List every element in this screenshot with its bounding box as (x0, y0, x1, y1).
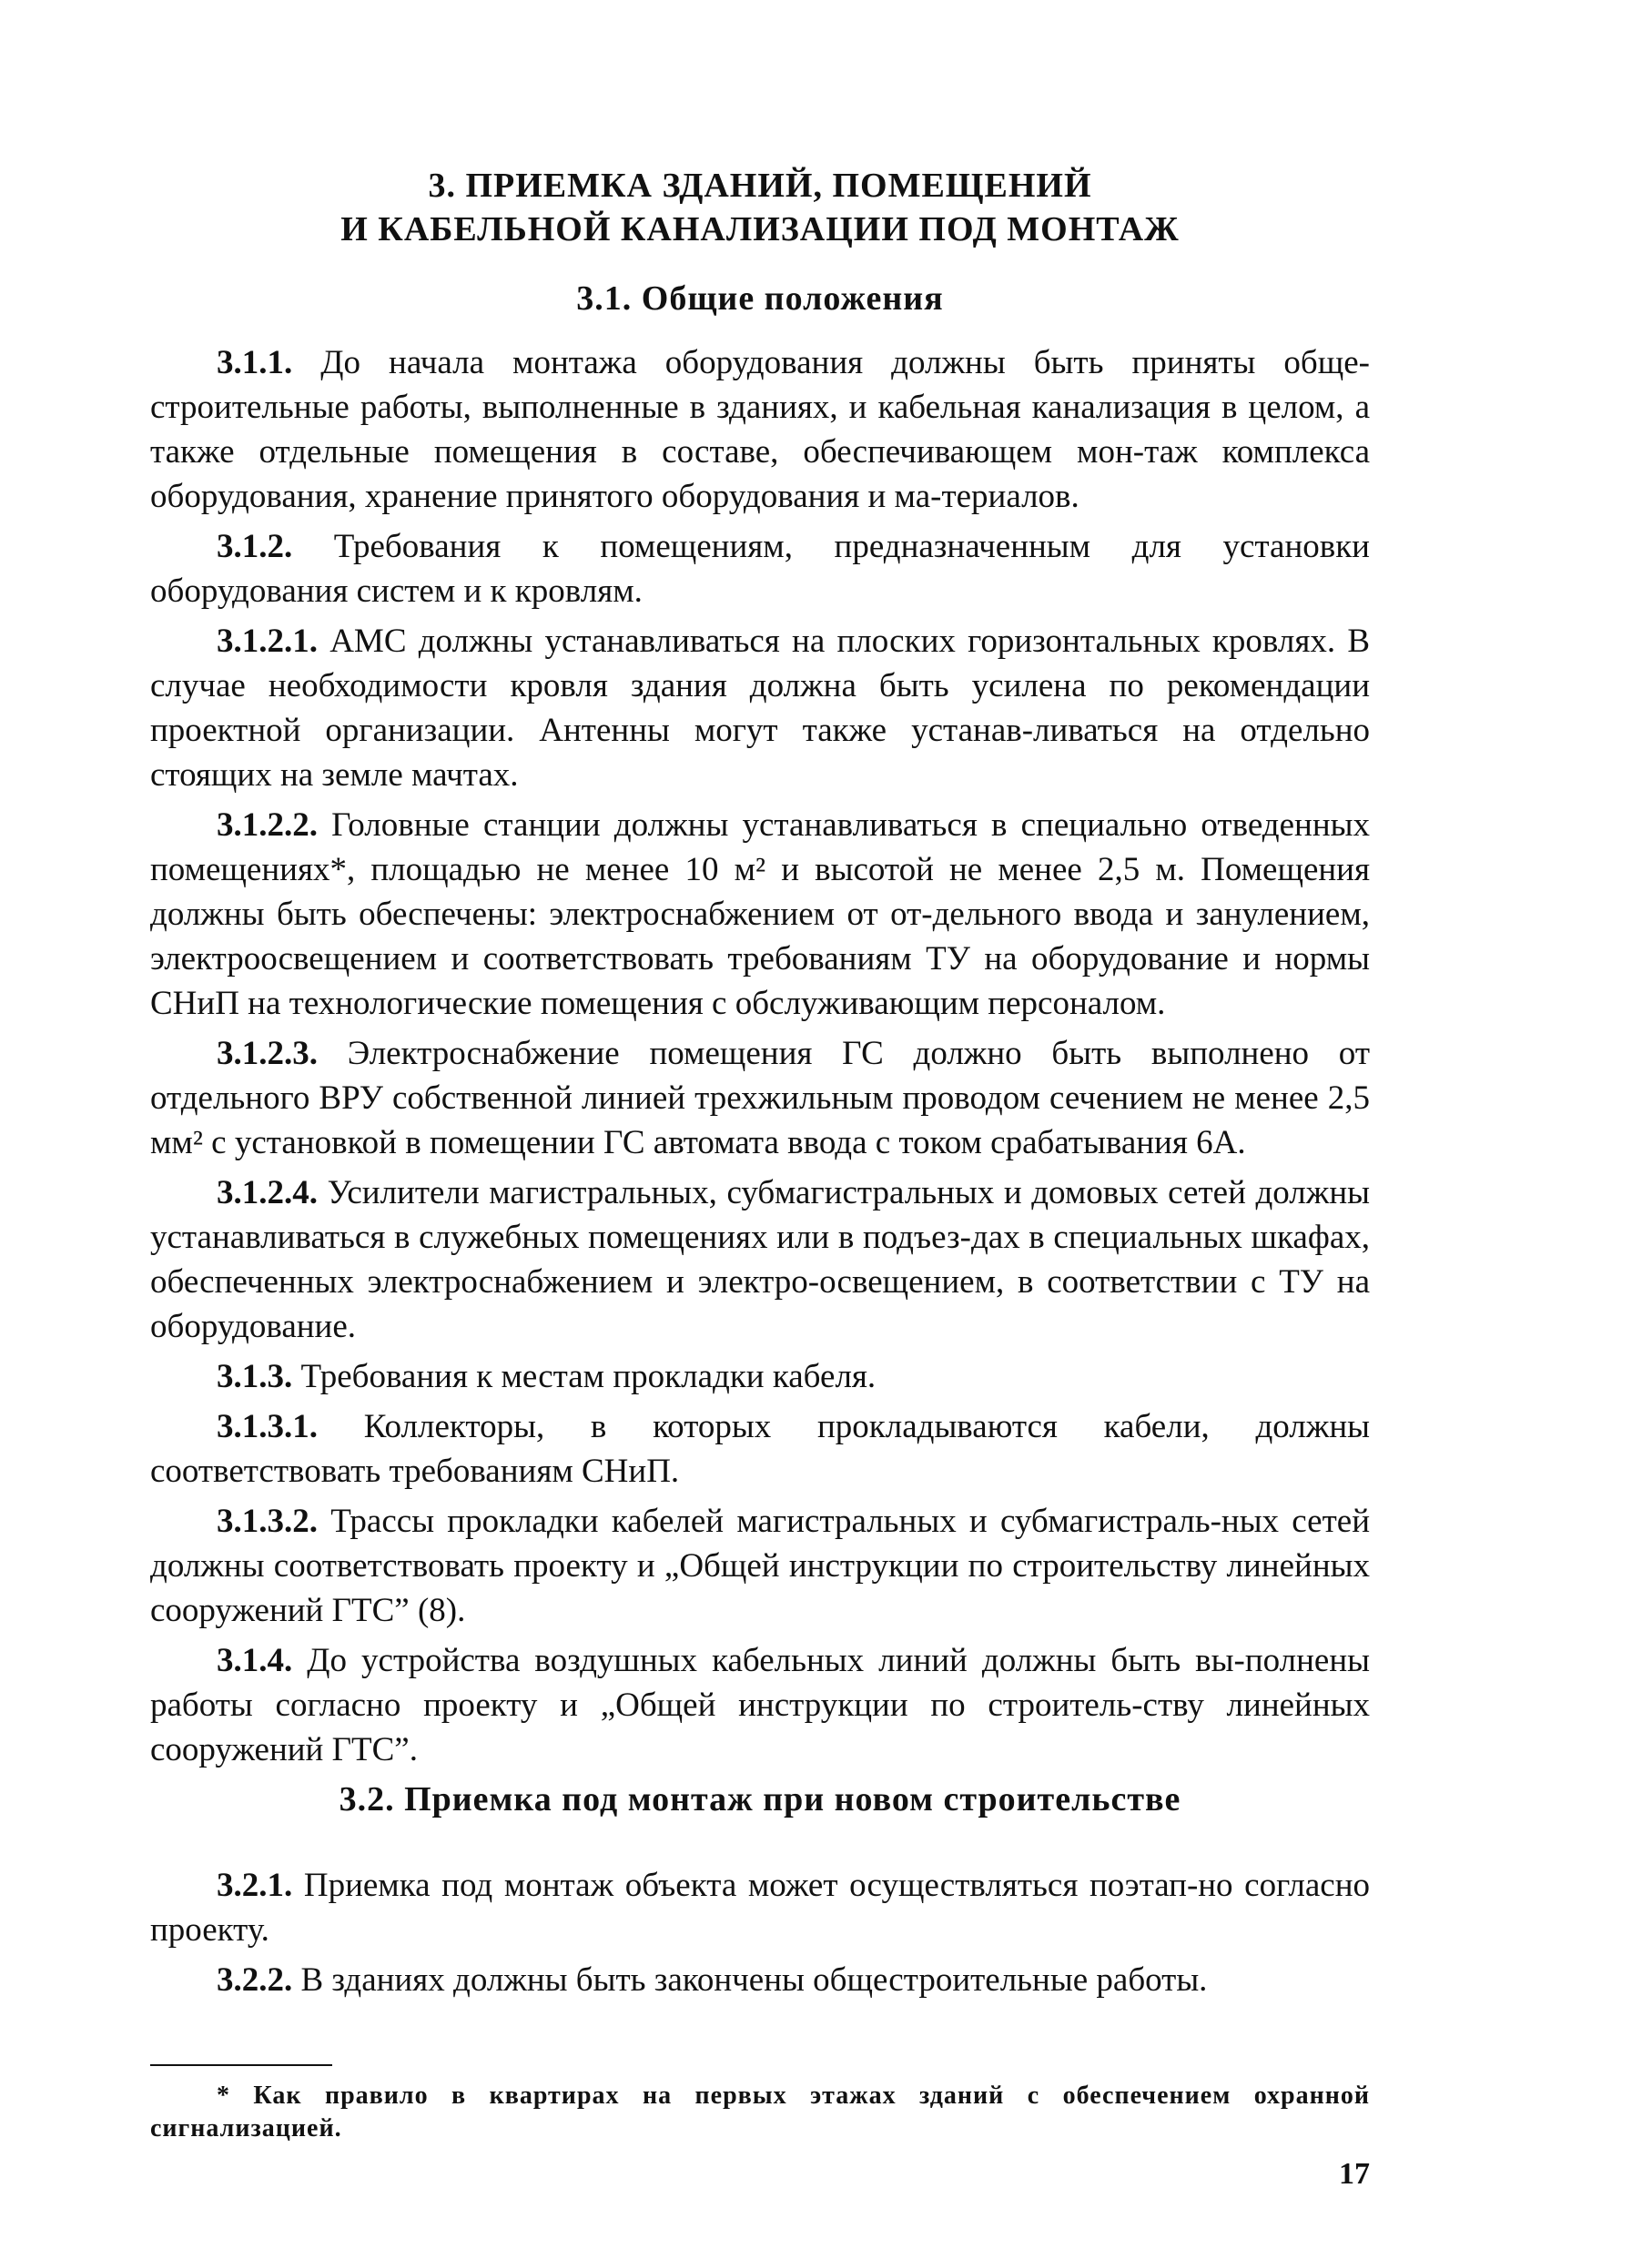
page-number: 17 (1339, 2157, 1370, 2191)
paragraph-3-1-1 (150, 340, 1370, 519)
paragraph-text: До начала монтажа оборудования должны быть приняты обще-строительные работы, выполненные в зданиях, и кабельная канализация в целом, а также отдельные помещения в составе, обеспечивающем мон-таж комплекса оборудования, хранение принятого оборудования и ма-териалов. (150, 344, 1370, 515)
paragraph-number: 3.2.2. (217, 1961, 293, 1999)
paragraph-text: Трассы прокладки кабелей магистральных и субмагистраль-ных сетей должны соответствовать проекту и „Общей инструкции по строительству линейных сооружений ГТС” (8). (150, 1503, 1370, 1629)
paragraph-number: 3.1.2.1. (217, 623, 318, 660)
paragraph-number: 3.1.3.1. (217, 1408, 318, 1445)
footnote-divider (150, 2064, 332, 2066)
paragraph-text: АМС должны устанавливаться на плоских горизонтальных кровлях. В случае необходимости кровля здания должна быть усилена по рекомендации проектной организации. Антенны могут также устанав-ливаться на отдельно стоящих на земле мачтах. (150, 623, 1370, 794)
paragraph-3-1-2-3 (150, 1031, 1370, 1165)
paragraph-3-1-3-2 (150, 1499, 1370, 1633)
paragraph-3-1-2 (150, 524, 1370, 613)
paragraph-text: Усилители магистральных, субмагистральных и домовых сетей должны устанавливаться в служебных помещениях или в подъез-дах в специальных шкафах, обеспеченных электроснабжением и электро-освещением, в соответствии с ТУ на оборудование. (150, 1174, 1370, 1345)
paragraph-number: 3.1.1. (217, 344, 293, 381)
paragraph-number: 3.1.3. (217, 1358, 293, 1395)
footnote: * Как правило в квартирах на первых этажах зданий с обеспечением охранной сигнализацией. (150, 2082, 1370, 2143)
paragraph-number: 3.1.2.3. (217, 1035, 318, 1072)
section-3-2-title: 3.2. Приемка под монтаж при новом строительстве (339, 1780, 1181, 1818)
paragraph-3-1-3-1 (150, 1404, 1370, 1494)
section-3-1-title: 3.1. Общие положения (576, 279, 944, 318)
paragraph-text: Приемка под монтаж объекта может осуществляться поэтап-но согласно проекту. (150, 1867, 1370, 1949)
paragraph-number: 3.2.1. (217, 1867, 293, 1904)
paragraph-number: 3.1.2. (217, 528, 293, 565)
paragraph-text: Требования к местам прокладки кабеля. (292, 1358, 877, 1395)
paragraph-text: В зданиях должны быть закончены общестроительные работы. (292, 1961, 1208, 1999)
paragraph-3-1-3 (150, 1354, 1370, 1399)
chapter-heading (150, 164, 1370, 251)
paragraph-3-1-4 (150, 1638, 1370, 1772)
paragraph-text: Электроснабжение помещения ГС должно быть выполнено от отдельного ВРУ собственной линией трехжильным проводом сечением не менее 2,5 мм² с установкой в помещении ГС автомата ввода с током срабатывания 6А. (150, 1035, 1370, 1161)
paragraph-text: До устройства воздушных кабельных линий должны быть вы-полнены работы согласно проекту и „Общей инструкции по строитель-ству линейных сооружений ГТС”. (150, 1642, 1370, 1768)
section-3-2-body (150, 1863, 1370, 2008)
paragraph-text: Требования к помещениям, предназначенным для установки оборудования систем и к кровлям. (150, 528, 1370, 610)
paragraph-text: Коллекторы, в которых прокладываются кабели, должны соответствовать требованиям СНиП. (150, 1408, 1370, 1490)
paragraph-number: 3.1.2.2. (217, 806, 318, 844)
paragraph-3-1-2-2 (150, 803, 1370, 1026)
paragraph-3-1-2-4 (150, 1170, 1370, 1349)
paragraph-3-2-2 (150, 1958, 1370, 2002)
paragraph-text: Головные станции должны устанавливаться в специально отведенных помещениях*, площадью не менее 10 м² и высотой не менее 2,5 м. Помещения должны быть обеспечены: электроснабжением от от-дельного ввода и занулением, электроосвещением и соответствовать требованиям ТУ на оборудование и нормы СНиП на технологические помещения с обслуживающим персоналом. (150, 806, 1370, 1022)
section-3-1-body (150, 340, 1370, 1778)
paragraph-number: 3.1.2.4. (217, 1174, 318, 1211)
paragraph-number: 3.1.3.2. (217, 1503, 318, 1540)
chapter-heading-line-1: 3. ПРИЕМКА ЗДАНИЙ, ПОМЕЩЕНИЙ (428, 167, 1092, 205)
paragraph-3-1-2-1 (150, 619, 1370, 797)
paragraph-3-2-1 (150, 1863, 1370, 1952)
paragraph-number: 3.1.4. (217, 1642, 293, 1679)
chapter-heading-line-2: И КАБЕЛЬНОЙ КАНАЛИЗАЦИИ ПОД МОНТАЖ (340, 210, 1180, 248)
